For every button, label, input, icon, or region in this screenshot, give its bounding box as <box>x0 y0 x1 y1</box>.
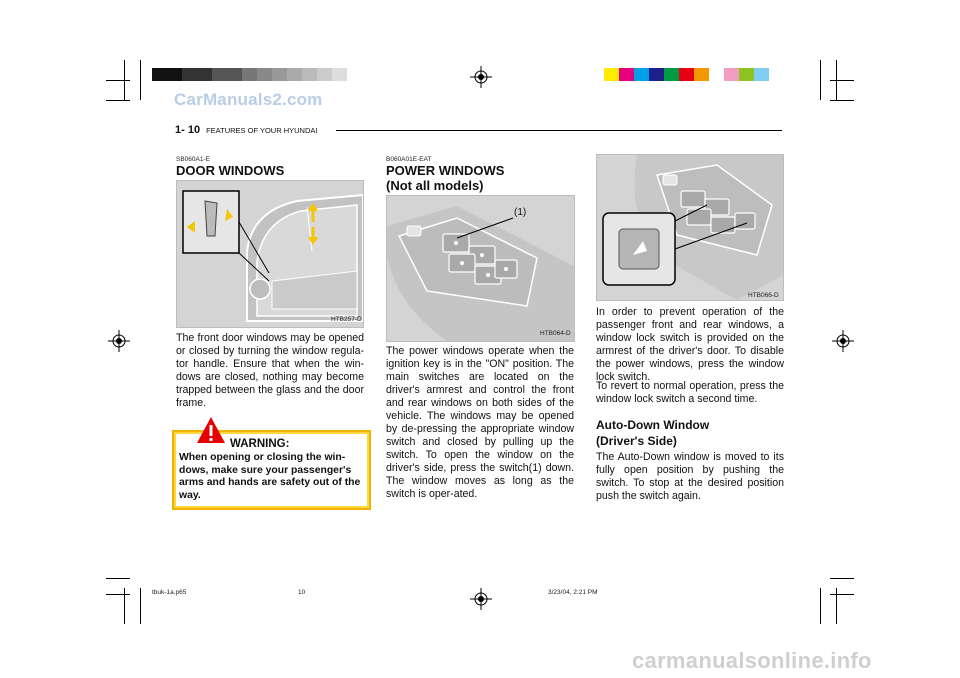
calibration-swatch <box>227 68 242 81</box>
switch-panel-illustration <box>387 196 574 341</box>
crop-mark <box>106 100 130 101</box>
calibration-swatch <box>152 68 167 81</box>
auto-down-title: Auto-Down Window <box>596 418 710 432</box>
left-section-code: SB060A1-E <box>176 156 210 163</box>
door-window-figure <box>176 180 364 328</box>
left-figure-caption: HTB257-D <box>331 316 362 323</box>
warning-title: WARNING: <box>230 438 290 450</box>
crop-mark <box>830 80 854 81</box>
section-title: FEATURES OF YOUR HYUNDAI <box>206 126 318 135</box>
calibration-swatch <box>739 68 754 81</box>
calibration-swatch <box>287 68 302 81</box>
right-body-text-1: In order to prevent operation of the passenger front and rear windows, a window lock switch is provided on the armrest of the driver's door. To disable the power windows, press the window lock switch. <box>596 306 784 383</box>
calibration-swatch <box>679 68 694 81</box>
calibration-swatch <box>272 68 287 81</box>
right-figure-caption: HTB066-D <box>748 292 779 299</box>
warning-box <box>172 430 371 510</box>
power-window-switch-figure <box>386 195 575 342</box>
registration-target-icon <box>470 66 492 88</box>
crop-mark <box>830 578 854 579</box>
registration-target-icon <box>470 588 492 610</box>
color-calibration-bar <box>604 68 784 81</box>
calibration-swatch <box>182 68 197 81</box>
calibration-swatch <box>302 68 317 81</box>
calibration-swatch <box>242 68 257 81</box>
warning-icon <box>196 416 226 444</box>
calibration-swatch <box>634 68 649 81</box>
middle-section-subtitle: (Not all models) <box>386 178 484 193</box>
left-body-text: The front door windows may be opened or closed by turning the window regula-tor handle. Ensure that when the win-dows are closed, nothing may become trapped between the glass and the door frame. <box>176 332 364 409</box>
registration-target-icon <box>108 330 130 352</box>
calibration-swatch <box>619 68 634 81</box>
calibration-swatch <box>317 68 332 81</box>
crop-mark <box>820 60 821 100</box>
calibration-swatch <box>167 68 182 81</box>
middle-body-text: The power windows operate when the ignition key is in the "ON" position. The main switches are located on the driver's armrest and control the front and rear windows on both sides of the vehicle. The windows may be opened by de-pressing the appropriate window switch and closed by pulling up the switch. To open the window on the driver's side, press the switch(1) down. The window moves as long as the switch is oper-ated. <box>386 345 574 500</box>
crop-mark <box>820 588 821 624</box>
calibration-swatch <box>694 68 709 81</box>
header-rule <box>336 130 782 131</box>
middle-section-code: B060A01E-EAT <box>386 156 432 163</box>
callout-label: (1) <box>514 207 527 218</box>
calibration-swatch <box>257 68 272 81</box>
auto-down-subtitle: (Driver's Side) <box>596 434 677 448</box>
watermark-top: CarManuals2.com <box>174 90 323 109</box>
footer-file: tbuk-1a.p65 <box>152 589 187 596</box>
crop-mark <box>106 594 130 595</box>
calibration-swatch <box>709 68 724 81</box>
calibration-swatch <box>332 68 347 81</box>
watermark-bottom: carmanualsonline.info <box>632 648 872 673</box>
right-body-text-3: The Auto-Down window is moved to its fully open position by pushing the switch. To stop at the desired position push the switch again. <box>596 451 784 502</box>
crop-mark <box>106 578 130 579</box>
calibration-swatch <box>604 68 619 81</box>
crop-mark <box>106 80 130 81</box>
door-illustration <box>177 181 363 327</box>
page-number: 1- 10 <box>175 124 201 136</box>
calibration-swatch <box>754 68 769 81</box>
crop-mark <box>830 100 854 101</box>
calibration-swatch <box>212 68 227 81</box>
warning-text: When opening or closing the win-dows, make sure your passenger's arms and hands are safety out of the way. <box>179 452 361 501</box>
left-section-title: DOOR WINDOWS <box>176 163 285 178</box>
registration-target-icon <box>832 330 854 352</box>
window-lock-switch-figure <box>596 154 784 301</box>
crop-mark <box>140 588 141 624</box>
middle-figure-caption: HTB064-D <box>540 330 571 337</box>
middle-section-title: POWER WINDOWS <box>386 163 505 178</box>
calibration-swatch <box>197 68 212 81</box>
calibration-swatch <box>769 68 784 81</box>
footer-page: 10 <box>298 589 306 596</box>
crop-mark <box>830 594 854 595</box>
calibration-swatch <box>724 68 739 81</box>
grayscale-calibration-bar <box>152 68 347 81</box>
footer-date: 3/23/04, 2:21 PM <box>548 589 598 596</box>
calibration-swatch <box>649 68 664 81</box>
page-header <box>175 124 317 136</box>
calibration-swatch <box>664 68 679 81</box>
lock-switch-illustration <box>597 155 783 300</box>
right-body-text-2: To revert to normal operation, press the window lock switch a second time. <box>596 380 784 405</box>
crop-mark <box>140 60 141 100</box>
